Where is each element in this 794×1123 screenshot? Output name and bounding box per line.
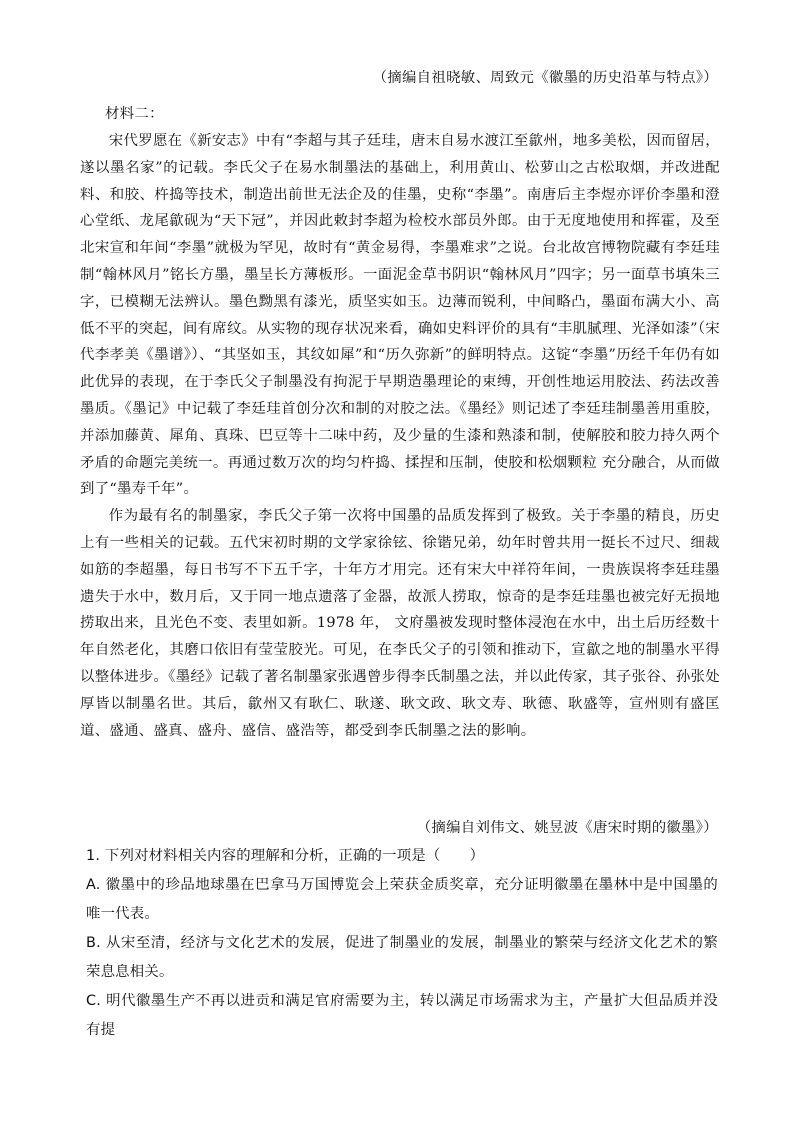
material-two-body — [80, 128, 720, 744]
material-two-label: 材料二： — [105, 106, 164, 122]
material-paragraph: 宋代罗愿在《新安志》中有“李超与其子廷珪，唐末自易水渡江至歙州，地多美松，因而留居，遂以墨名家”的记载。李氏父子在易水制墨法的基础上，利用黄山、松萝山之古松取烟，并改进配料、和胶、杵捣等技术，制造出前世无法企及的佳墨，史称“李墨”。南唐后主李煜亦评价李墨和澄心堂纸、龙尾歙砚为“天下冠”，并因此敕封李超为检校水部员外郎。由于无度地使用和挥霍，及至北宋宣和年间“李墨”就极为罕见，故时有“黄金易得，李墨难求”之说。台北故宫博物院藏有李廷珪制“翰林风月”铭长方墨，墨呈长方薄板形。一面泥金草书阴识“翰林风月”四字；另一面草书填朱三字，已模糊无法辨认。墨色黝黑有漆光，质坚实如玉。边薄而锐利，中间略凸，墨面布满大小、高低不平的突起，间有席纹。从实物的现存状况来看，确如史料评价的具有“丰肌腻理、光泽如漆”（宋代李孝美《墨谱》）、“其坚如玉，其纹如犀”和“历久弥新”的鲜明特点。这锭“李墨”历经千年仍有如此优异的表现，在于李氏父子制墨没有拘泥于早期造墨理论的束缚，开创性地运用胶法、药法改善墨质。《墨记》中记载了李廷珪首创分次和制的对胶之法。《墨经》则记述了李廷珪制墨善用重胶，并添加藤黄、犀角、真珠、巴豆等十二味中药，及少量的生漆和熟漆和制，使解胶和胶力持久两个矛盾的命题完美统一。再通过数万次的均匀杵捣、揉捏和压制，使胶和松烟颗粒 充分融合，从而做到了“墨寿千年”。 — [80, 133, 720, 498]
source-citation-bottom: （摘编自刘伟文、姚昱波《唐宋时期的徽墨》） — [416, 820, 718, 836]
source-citation-top: （摘编自祖晓敏、周致元《徽墨的历史沿革与特点》） — [372, 70, 718, 86]
option-b: B. 从宋至清，经济与文化艺术的发展，促进了制墨业的发展，制墨业的繁荣与经济文化艺术的繁荣息息相关。 — [86, 935, 718, 980]
option-a: A. 徽墨中的珍品地球墨在巴拿马万国博览会上荣获金质奖章，充分证明徽墨在墨林中是中国墨的唯一代表。 — [86, 877, 718, 922]
question-stem: 1. 下列对材料相关内容的理解和分析，正确的一项是（ ） — [86, 848, 485, 864]
option-c: C. 明代徽墨生产不再以进贡和满足官府需要为主，转以满足市场需求为主，产量扩大但品质并没有提 — [86, 993, 718, 1038]
material-paragraph: 作为最有名的制墨家，李氏父子第一次将中国墨的品质发挥到了极致。关于李墨的精良，历史上有一些相关的记载。五代宋初时期的文学家徐铉、徐锴兄弟，幼年时曾共用一挺长不过尺、细裁如筋的李超墨，每日书写不下五千字，十年方才用完。还有宋大中祥符年间，一贵族误将李廷珪墨遗失于水中，数月后，又于同一地点遗落了金器，故派人捞取，惊奇的是李廷珪墨也被完好无损地捞取出来，且光色不变、表里如新。1978 年， 文府墨被发现时整体浸泡在水中，出土后历经数十年自然老化，其磨口依旧有莹莹胶光。可见，在李氏父子的引领和推动下，宣歙之地的制墨水平得以整体进步。《墨经》记载了著名制墨家张遇曾步得李氏制墨之法，并以此传家，其子张谷、孙张处厚皆以制墨名世。其后，歙州又有耿仁、耿遂、耿文政、耿文寿、耿德、耿盛等，宣州则有盛匡道、盛通、盛真、盛舟、盛信、盛浩等，都受到李氏制墨之法的影响。 — [80, 508, 720, 739]
question-1 — [86, 842, 718, 1045]
